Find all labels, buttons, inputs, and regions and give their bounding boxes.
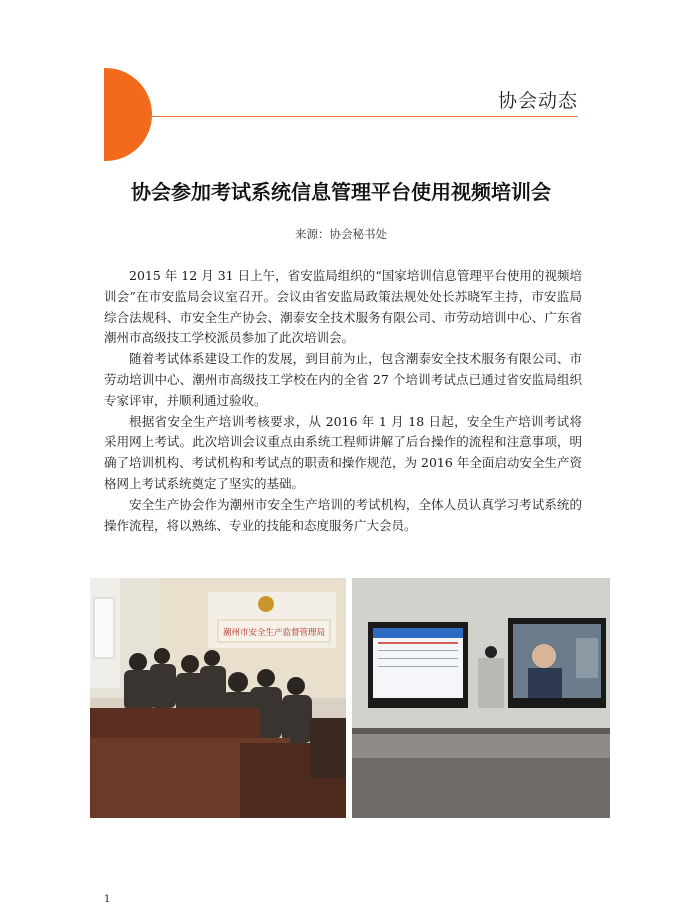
article-source: 来源：协会秘书处 — [295, 227, 387, 241]
article-body — [104, 266, 582, 536]
section-title: 协会动态 — [497, 90, 578, 112]
sign-lettering: 潮州市安全生产监督管理局 — [222, 628, 326, 638]
paragraph: 安全生产协会作为潮州市安全生产培训的考试机构，全体人员认真学习考试系统的操作流程，将以熟练、专业的技能和态度服务广大会员。 — [104, 496, 582, 533]
meeting-room-photo — [90, 578, 346, 818]
section-accent-tab — [104, 68, 152, 161]
video-conference-photo — [352, 578, 610, 818]
paragraph: 2015 年 12 月 31 日上午，省安监局组织的“国家培训信息管理平台使用的视频培训会”在市安监局会议室召开。会议由省安监局政策法规处处长苏晓军主持，市安监局综合法规科、市安全生产协会、潮泰安全技术服务有限公司、市劳动培训中心、广东省潮州市高级技工学校派员参加了此次培训会。 — [104, 268, 582, 346]
page-number: 1 — [104, 894, 111, 905]
paragraph: 随着考试体系建设工作的发展，到目前为止，包含潮泰安全技术服务有限公司、市劳动培训中心、潮州市高级技工学校在内的全省 27 个培训考试点已通过省安监局组织专家评审，并顺利通过验收。 — [104, 351, 582, 408]
paragraph: 根据省安全生产培训考核要求，从 2016 年 1 月 18 日起，安全生产培训考试将采用网上考试。此次培训会议重点由系统工程师讲解了后台操作的流程和注意事项，明确了培训机构、考试机构和考试点的职责和操作规范，为 2016 年全面启动安全生产资格网上考试系统奠定了坚实的基础。 — [104, 413, 582, 491]
header-divider — [152, 116, 578, 117]
article-title: 协会参加考试系统信息管理平台使用视频培训会 — [131, 180, 551, 204]
